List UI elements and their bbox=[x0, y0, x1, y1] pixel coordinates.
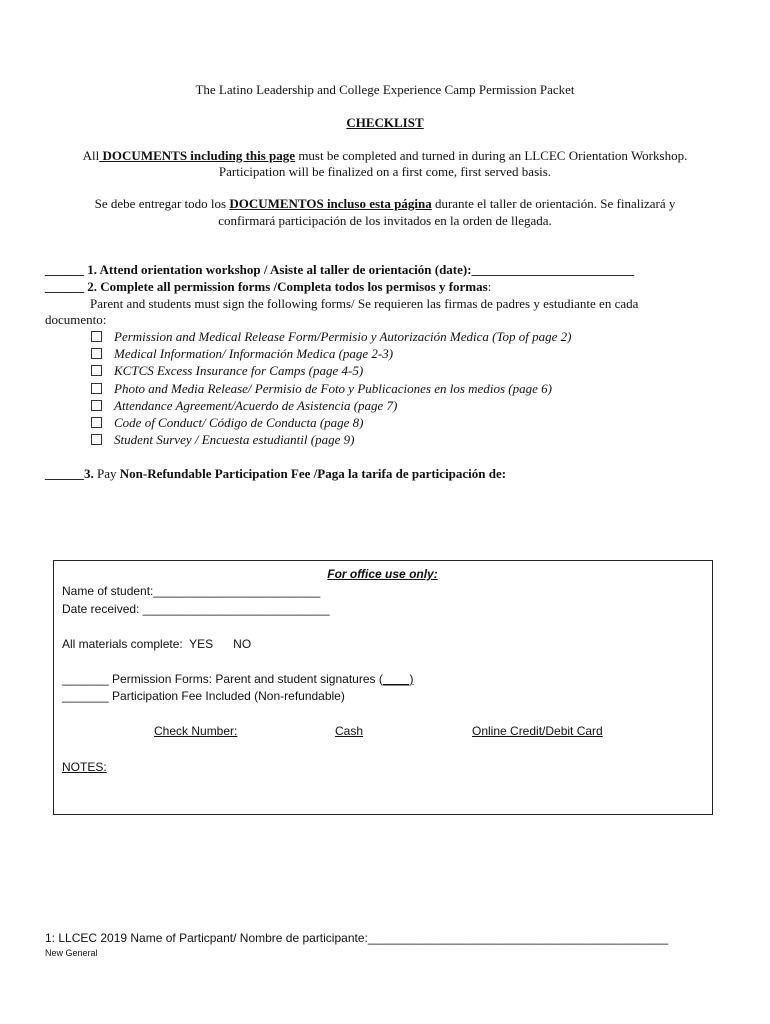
form-item: Photo and Media Release/ Permisio de Foto y Publicaciones en los medios (page 6) bbox=[91, 381, 552, 397]
checkbox[interactable] bbox=[91, 365, 102, 376]
date-received-label: Date received: bbox=[62, 602, 143, 616]
step-2-text: ______ 2. Complete all permission forms /Completa todos los permisos y formas bbox=[45, 279, 488, 294]
materials-complete: All materials complete: YES NO bbox=[62, 637, 252, 651]
permission-blank[interactable]: _______ bbox=[62, 672, 109, 686]
student-name-row bbox=[62, 584, 320, 598]
online-payment-option: Online Credit/Debit Card bbox=[472, 724, 603, 738]
office-heading: For office use only: bbox=[327, 567, 438, 581]
student-name-line[interactable]: _________________________ bbox=[153, 584, 321, 598]
step-3-blank: ______3. bbox=[45, 466, 94, 481]
step-3-text: Non-Refundable Participation Fee /Paga la tarifa de participación de: bbox=[119, 466, 507, 481]
form-item: Code of Conduct/ Código de Conducta (page 8) bbox=[91, 415, 364, 431]
checkbox[interactable] bbox=[91, 434, 102, 445]
step-2-note: Parent and students must sign the following forms/ Se requieren las firmas de padres y estudiante en cada bbox=[90, 296, 639, 311]
page-title: The Latino Leadership and College Experience Camp Permission Packet bbox=[195, 82, 575, 97]
intro-en-pre: All bbox=[82, 148, 100, 163]
step-2-note-cont: documento: bbox=[45, 312, 107, 327]
step-3-pay: Pay bbox=[93, 466, 120, 481]
permission-label: Permission Forms: Parent and student signatures ( bbox=[108, 672, 383, 686]
intro-english bbox=[0, 148, 770, 164]
footer-subtext: New General bbox=[45, 948, 98, 958]
checkbox[interactable] bbox=[91, 383, 102, 394]
intro-en-line2: Participation will be finalized on a first come, first served basis. bbox=[218, 164, 552, 179]
step-3 bbox=[45, 466, 506, 482]
step-2-colon: : bbox=[487, 279, 492, 294]
intro-es-line2: confirmará participación de los invitados en la orden de llegada. bbox=[218, 213, 552, 228]
permission-forms-row bbox=[62, 672, 414, 686]
intro-en-post: must be completed and turned in during an LLCEC Orientation Workshop. bbox=[295, 148, 688, 163]
fee-blank[interactable]: _______ bbox=[62, 689, 109, 703]
date-received-row bbox=[62, 602, 330, 616]
notes-label: NOTES: bbox=[62, 760, 107, 774]
check-number: Check Number: bbox=[154, 724, 238, 738]
checkbox[interactable] bbox=[91, 417, 102, 428]
checkbox[interactable] bbox=[91, 400, 102, 411]
footer-participant-name: 1: LLCEC 2019 Name of Particpant/ Nombre de participante:_____________________________________________ bbox=[45, 931, 669, 945]
form-item: Medical Information/ Información Medica (page 2-3) bbox=[91, 346, 393, 362]
student-name-label: Name of student: bbox=[62, 584, 154, 598]
checkbox[interactable] bbox=[91, 331, 102, 342]
fee-row bbox=[62, 689, 345, 703]
signatures-blank[interactable]: ____) bbox=[382, 672, 414, 686]
intro-es-post: durante el taller de orientación. Se finalizará y bbox=[431, 196, 676, 211]
form-item: KCTCS Excess Insurance for Camps (page 4-5) bbox=[91, 363, 363, 379]
fee-label: Participation Fee Included (Non-refundable) bbox=[108, 689, 345, 703]
checklist-heading: CHECKLIST bbox=[346, 115, 424, 130]
form-item: Student Survey / Encuesta estudiantil (page 9) bbox=[91, 432, 354, 448]
date-received-line-end[interactable]: ___ bbox=[309, 602, 330, 616]
form-item: Permission and Medical Release Form/Permisio y Autorización Medica (Top of page 2) bbox=[91, 329, 571, 345]
intro-en-bold: DOCUMENTS including this page bbox=[99, 148, 296, 163]
office-use-box bbox=[53, 560, 713, 815]
date-received-line[interactable]: _________________________ bbox=[142, 602, 310, 616]
checkbox[interactable] bbox=[91, 348, 102, 359]
intro-es-pre: Se debe entregar todo los bbox=[94, 196, 230, 211]
step-2 bbox=[45, 279, 491, 295]
intro-spanish bbox=[0, 196, 770, 212]
intro-es-bold: DOCUMENTOS incluso esta página bbox=[229, 196, 432, 211]
cash-option: Cash bbox=[335, 724, 364, 738]
step-1: ______ 1. Attend orientation workshop / Asiste al taller de orientación (date):_________________________ bbox=[45, 262, 635, 277]
form-item: Attendance Agreement/Acuerdo de Asistencia (page 7) bbox=[91, 398, 397, 414]
